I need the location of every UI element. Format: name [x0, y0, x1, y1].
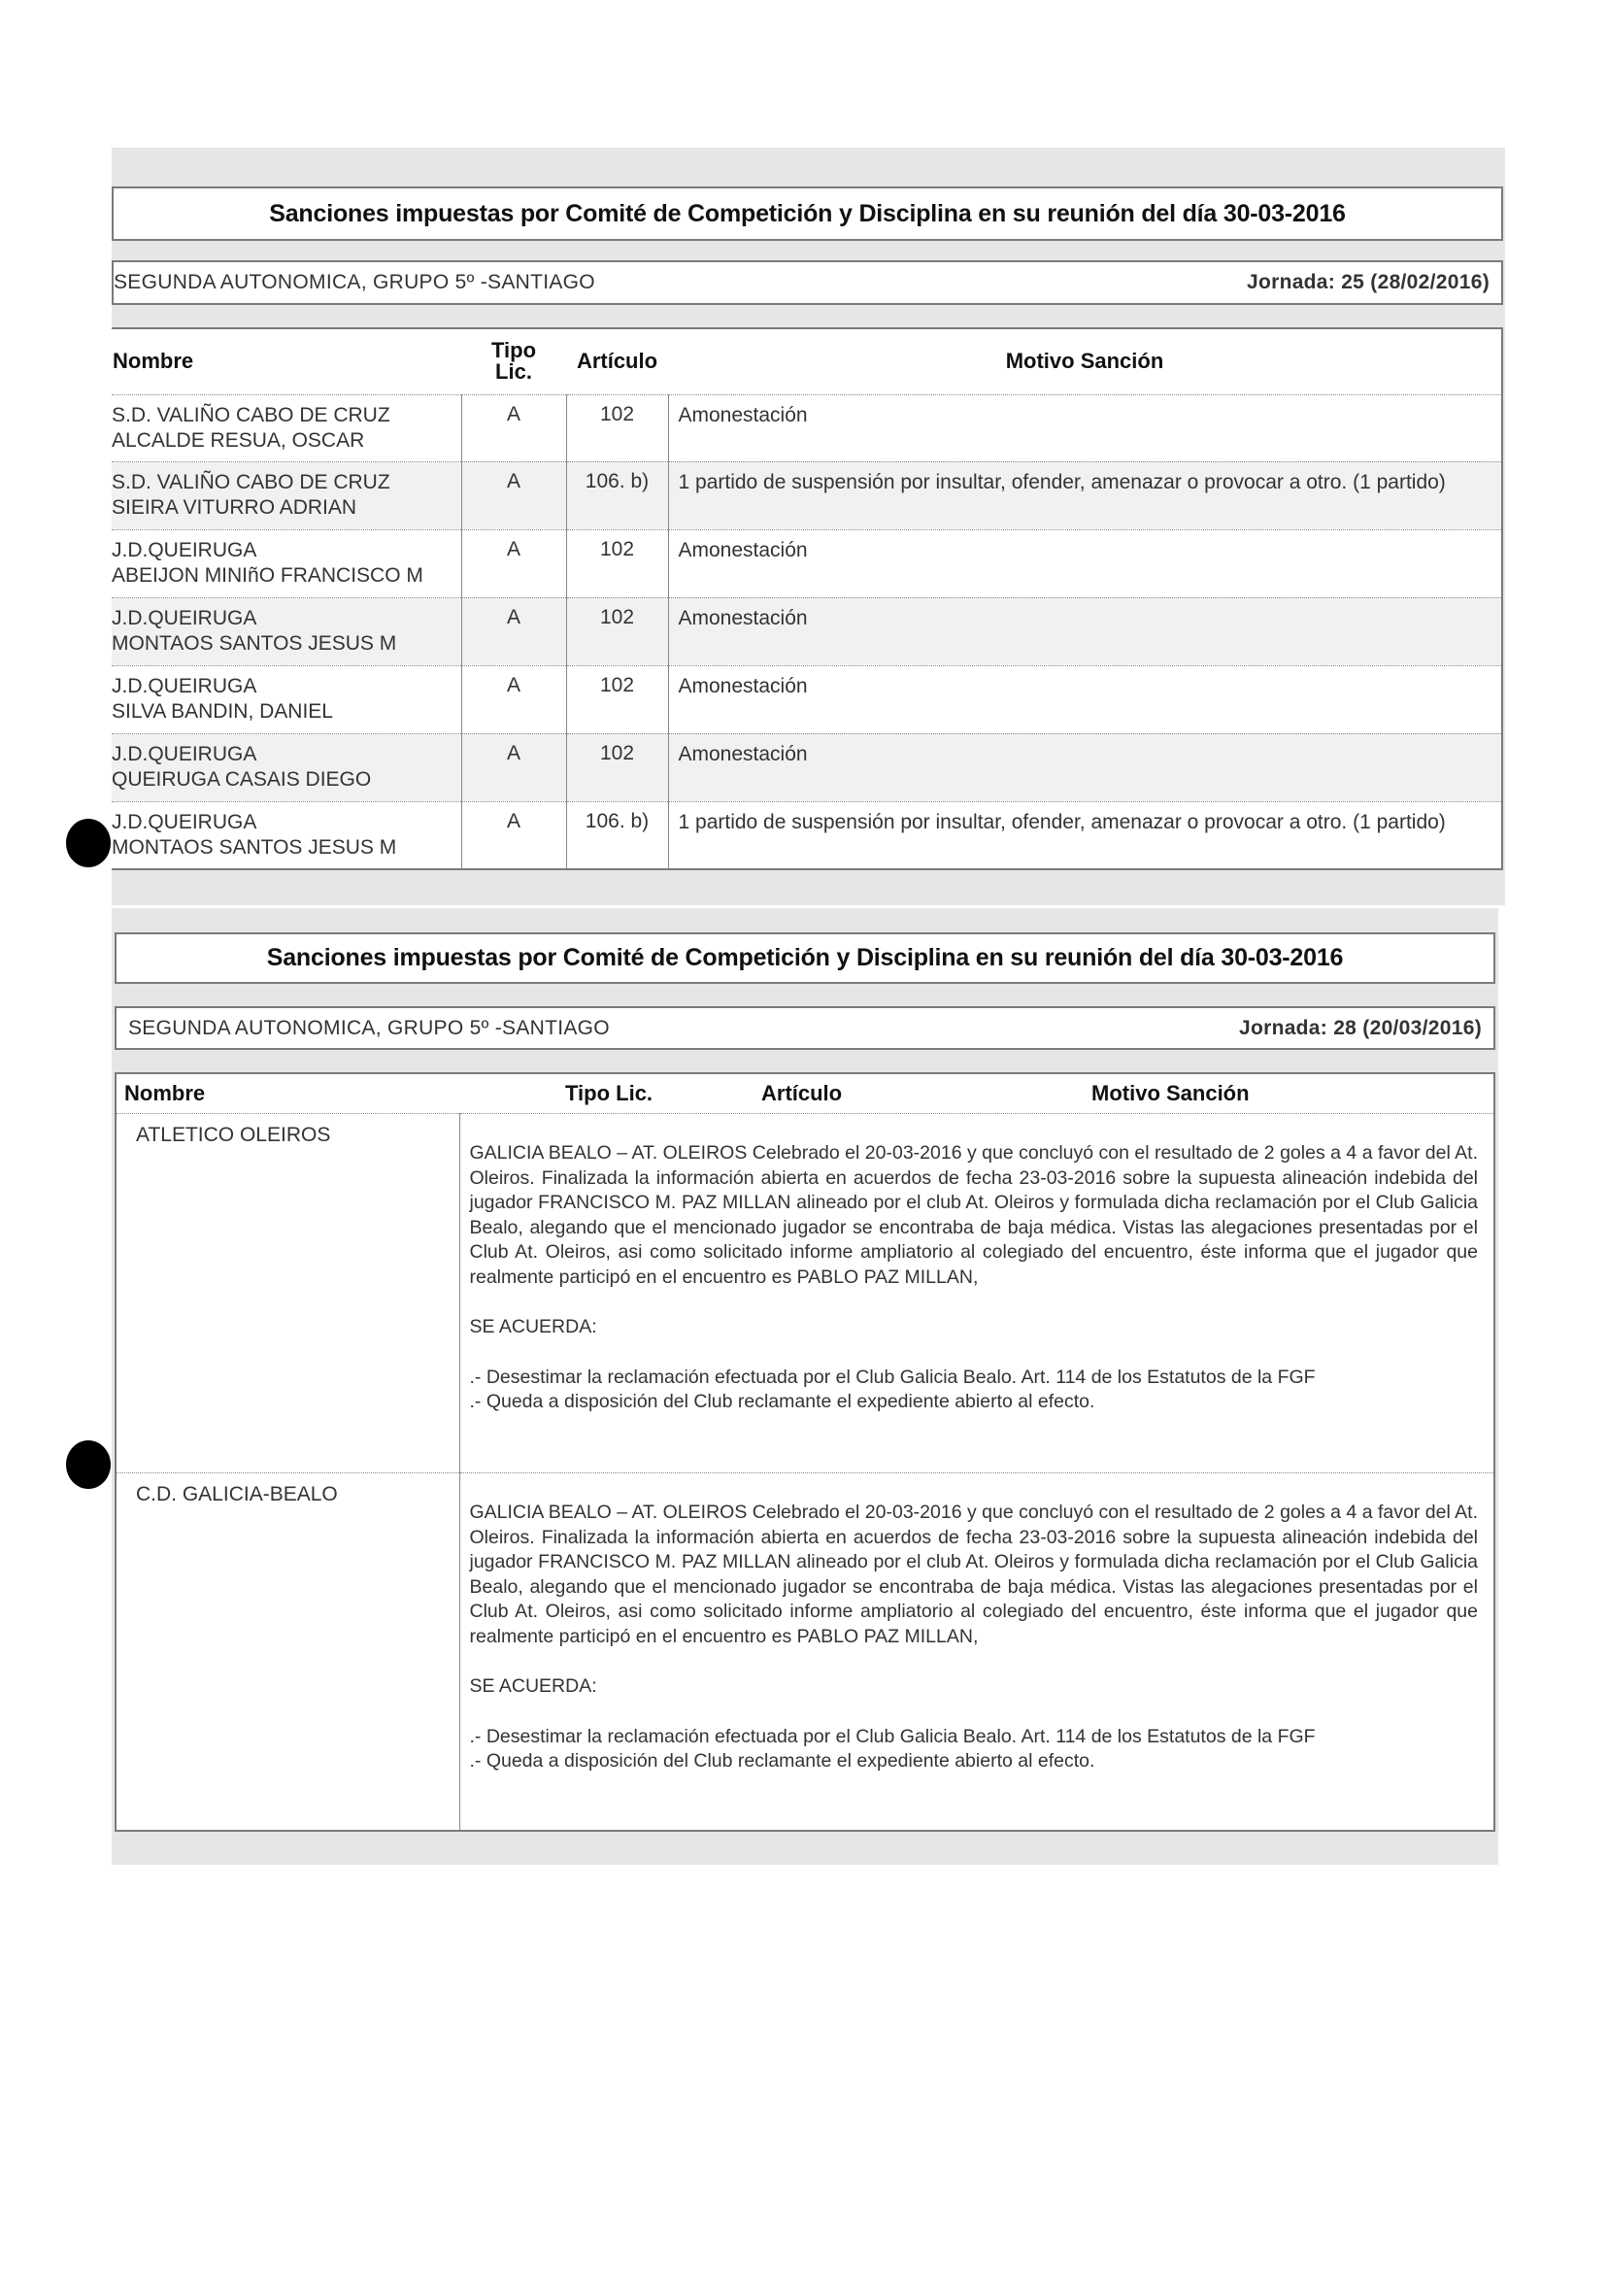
- articulo-cell: 102: [566, 394, 668, 461]
- articulo-cell: 102: [566, 733, 668, 801]
- table-row: [112, 597, 1502, 665]
- section-2-jornada: Jornada: 28 (20/03/2016): [1238, 1016, 1482, 1039]
- articulo-cell: 106. b): [566, 801, 668, 869]
- motivo-paragraph: GALICIA BEALO – AT. OLEIROS Celebrado el 20-03-2016 y que concluyó con el resultado de 2 goles a 4 a favor del At. Oleiros. Finalizada la información abierta en acuerdos de fecha 23-03-2016 sobre la supuesta alineación indebida del jugador FRANCISCO M. PAZ MILLAN alineado por el club At. Oleiros y formulada dicha reclamación por el Club Galicia Bealo, alegando que el mencionado jugador se encontraba de baja médica. Vistas las alegaciones presentadas por el Club At. Oleiros, asi como solicitado informe ampliatorio al colegiado del encuentro, éste informa que el jugador que realmente participó en el encuentro es PABLO PAZ MILLAN,: [469, 1142, 1478, 1288]
- articulo-cell: 106. b): [566, 461, 668, 529]
- motivo-paragraph: GALICIA BEALO – AT. OLEIROS Celebrado el 20-03-2016 y que concluyó con el resultado de 2 goles a 4 a favor del At. Oleiros. Finalizada la información abierta en acuerdos de fecha 23-03-2016 sobre la supuesta alineación indebida del jugador FRANCISCO M. PAZ MILLAN alineado por el club At. Oleiros y formulada dicha reclamación por el Club Galicia Bealo, alegando que el mencionado jugador se encontraba de baja médica. Vistas las alegaciones presentadas por el Club At. Oleiros, asi como solicitado informe ampliatorio al colegiado del encuentro, éste informa que el jugador que realmente participó en el encuentro es PABLO PAZ MILLAN,: [469, 1502, 1478, 1647]
- motivo-cell: Amonestación: [668, 733, 1502, 801]
- section-1-title: Sanciones impuestas por Comité de Competición y Disciplina en su reunión del día 30-03-2016: [269, 199, 1346, 227]
- section-2-sanctions-table: [115, 1072, 1495, 1832]
- section-1-jornada: Jornada: 25 (28/02/2016): [1246, 271, 1490, 293]
- motivo-cell: Amonestación: [668, 665, 1502, 733]
- nombre-cell: J.D.QUEIRUGA ABEIJON MINIñO FRANCISCO M: [112, 529, 461, 597]
- section-1-sanctions-table: [112, 327, 1503, 870]
- agreement-label: SE ACUERDA:: [469, 1316, 597, 1337]
- motivo-cell: [459, 1473, 1494, 1831]
- table-row: [112, 801, 1502, 869]
- header-motivo: Motivo Sanción: [1005, 349, 1164, 374]
- nombre-cell: C.D. GALICIA-BEALO: [116, 1473, 459, 1831]
- nombre-cell: J.D.QUEIRUGA SILVA BANDIN, DANIEL: [112, 665, 461, 733]
- tipo-cell: A: [461, 733, 566, 801]
- tipo-cell: A: [461, 597, 566, 665]
- nombre-cell: J.D.QUEIRUGA MONTAOS SANTOS JESUS M: [112, 597, 461, 665]
- hole-punch-mark-bottom: [66, 1440, 111, 1489]
- header-tipo-lic: Tipo Lic.: [490, 338, 537, 385]
- agreement-item: .- Queda a disposición del Club reclamante el expediente abierto al efecto.: [469, 1750, 1095, 1772]
- table-row: [116, 1473, 1494, 1831]
- section-2-category: SEGUNDA AUTONOMICA, GRUPO 5º -SANTIAGO: [128, 1016, 610, 1039]
- articulo-cell: 102: [566, 665, 668, 733]
- header-articulo: Artículo: [576, 349, 658, 374]
- table-row: [112, 529, 1502, 597]
- agreement-label: SE ACUERDA:: [469, 1675, 597, 1697]
- agreement-item: .- Queda a disposición del Club reclamante el expediente abierto al efecto.: [469, 1391, 1095, 1412]
- motivo-cell: [459, 1114, 1494, 1473]
- nombre-cell: ATLETICO OLEIROS: [116, 1114, 459, 1473]
- table-row: [112, 461, 1502, 529]
- hole-punch-mark-top: [66, 819, 111, 867]
- table-header-row: [112, 328, 1502, 394]
- header-tipo-lic: Tipo Lic.: [565, 1081, 653, 1105]
- motivo-cell: Amonestación: [668, 597, 1502, 665]
- motivo-cell: 1 partido de suspensión por insultar, ofender, amenazar o provocar a otro. (1 partido): [668, 801, 1502, 869]
- tipo-cell: A: [461, 801, 566, 869]
- section-2-title-box: [115, 932, 1495, 984]
- tipo-cell: A: [461, 665, 566, 733]
- header-nombre: Nombre: [124, 1081, 206, 1105]
- agreement-item: .- Desestimar la reclamación efectuada por el Club Galicia Bealo. Art. 114 de los Estatutos de la FGF: [469, 1366, 1316, 1388]
- section-1-subheader: [112, 260, 1503, 305]
- articulo-cell: 102: [566, 529, 668, 597]
- section-2-title: Sanciones impuestas por Comité de Competición y Disciplina en su reunión del día 30-03-2016: [266, 944, 1344, 971]
- table-row: [112, 733, 1502, 801]
- header-articulo: Artículo: [761, 1081, 843, 1105]
- nombre-cell: J.D.QUEIRUGA QUEIRUGA CASAIS DIEGO: [112, 733, 461, 801]
- section-2-subheader: [115, 1006, 1495, 1050]
- motivo-cell: Amonestación: [668, 394, 1502, 461]
- agreement-item: .- Desestimar la reclamación efectuada por el Club Galicia Bealo. Art. 114 de los Estatutos de la FGF: [469, 1725, 1316, 1747]
- section-1-title-box: [112, 186, 1503, 241]
- table-row: [116, 1114, 1494, 1473]
- tipo-cell: A: [461, 529, 566, 597]
- table-row: [112, 394, 1502, 461]
- nombre-cell: S.D. VALIÑO CABO DE CRUZ SIEIRA VITURRO ADRIAN: [112, 461, 461, 529]
- nombre-cell: S.D. VALIÑO CABO DE CRUZ ALCALDE RESUA, OSCAR: [112, 394, 461, 461]
- header-nombre: Nombre: [113, 349, 194, 374]
- table-row: [112, 665, 1502, 733]
- tipo-cell: A: [461, 461, 566, 529]
- motivo-cell: Amonestación: [668, 529, 1502, 597]
- motivo-cell: 1 partido de suspensión por insultar, ofender, amenazar o provocar a otro. (1 partido): [668, 461, 1502, 529]
- section-1-category: SEGUNDA AUTONOMICA, GRUPO 5º -SANTIAGO: [114, 271, 595, 293]
- articulo-cell: 102: [566, 597, 668, 665]
- nombre-cell: J.D.QUEIRUGA MONTAOS SANTOS JESUS M: [112, 801, 461, 869]
- tipo-cell: A: [461, 394, 566, 461]
- table-header-row: [116, 1073, 1494, 1114]
- header-motivo: Motivo Sanción: [1091, 1081, 1250, 1105]
